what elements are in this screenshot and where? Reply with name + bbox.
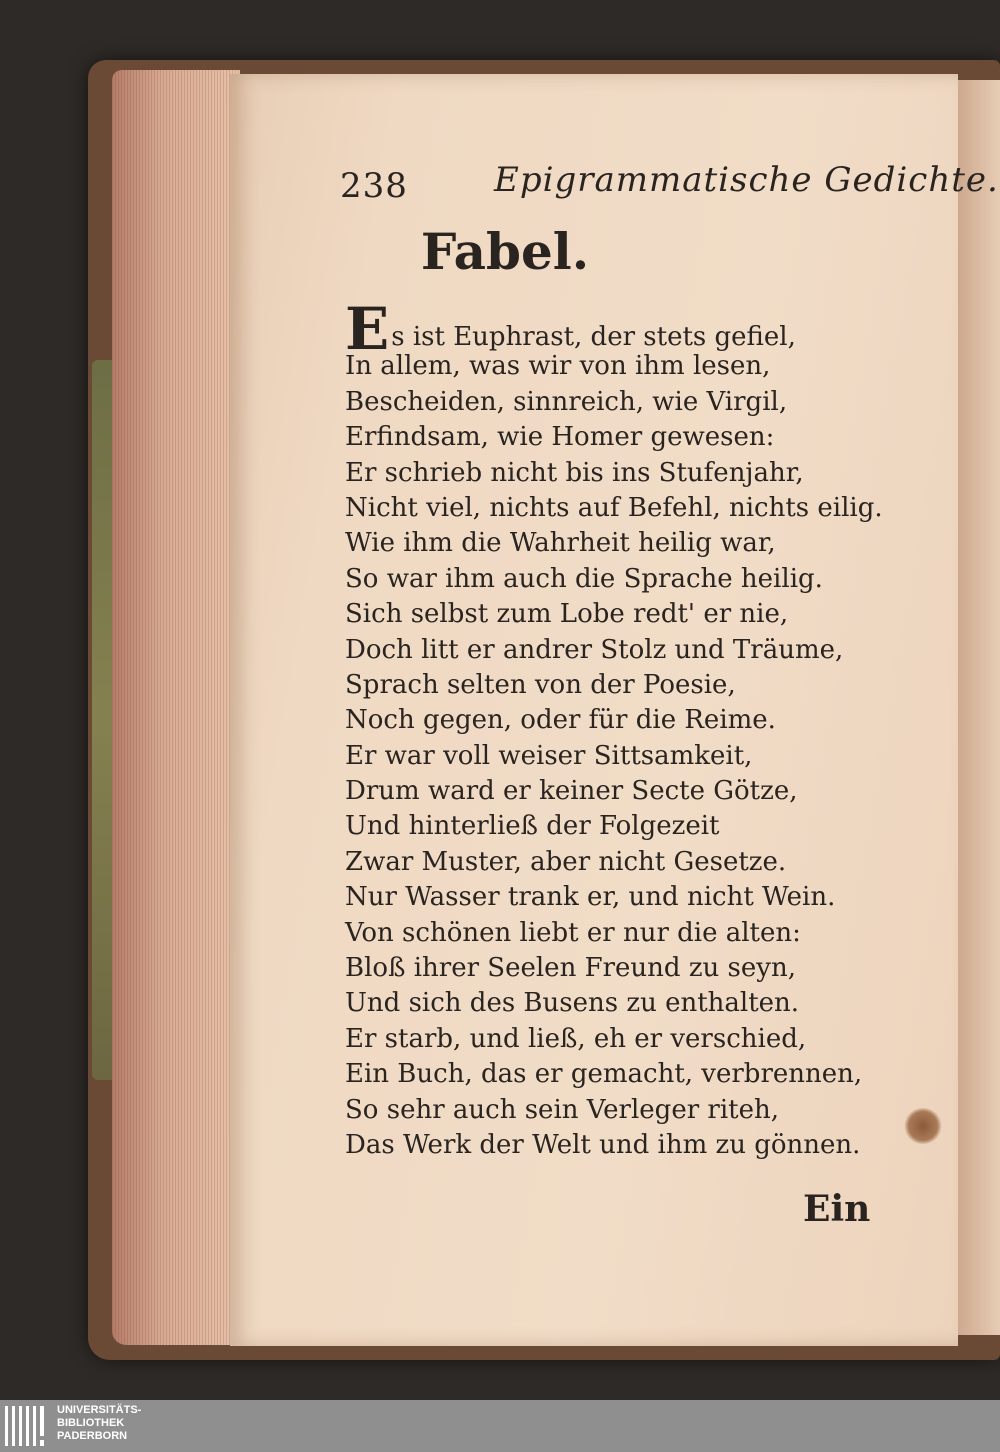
poem-title: Fabel.	[420, 222, 590, 281]
poem-line: Es ist Euphrast, der stets gefiel,	[345, 295, 796, 363]
poem-line: Und sich des Busens zu enthalten.	[345, 988, 800, 1019]
poem-line: Er starb, und ließ, eh er verschied,	[345, 1023, 807, 1054]
poem-line: Das Werk der Welt und ihm zu gönnen.	[345, 1129, 861, 1160]
drop-cap: E	[345, 295, 390, 363]
poem-line: Wie ihm die Wahrheit heilig war,	[345, 528, 776, 559]
poem-line: Von schönen liebt er nur die alten:	[345, 917, 801, 948]
poem-line: Nur Wasser trank er, und nicht Wein.	[345, 882, 836, 913]
poem-line: So war ihm auch die Sprache heilig.	[345, 563, 823, 594]
library-logo-text: UNIVERSITÄTS- BIBLIOTHEK PADERBORN	[57, 1404, 142, 1442]
page-number: 238	[340, 166, 408, 206]
library-logo-icon	[4, 1404, 48, 1448]
poem-line: Zwar Muster, aber nicht Gesetze.	[345, 846, 787, 877]
poem-line: Bescheiden, sinnreich, wie Virgil,	[345, 386, 788, 417]
poem-line: Bloß ihrer Seelen Freund zu seyn,	[345, 953, 796, 984]
poem-line: Doch litt er andrer Stolz und Träume,	[345, 634, 844, 665]
poem-line: In allem, was wir von ihm lesen,	[345, 351, 771, 382]
poem-line: Ein Buch, das er gemacht, verbrennen,	[345, 1059, 863, 1090]
library-footer-bar	[0, 1400, 1000, 1452]
running-header: Epigrammatische Gedichte.	[494, 160, 999, 200]
ink-stain	[904, 1108, 942, 1144]
poem-line: Noch gegen, oder für die Reime.	[345, 705, 776, 736]
poem-line: Und hinterließ der Folgezeit	[345, 811, 720, 842]
poem-line: Drum ward er keiner Secte Götze,	[345, 776, 798, 807]
poem-line: Erfindsam, wie Homer gewesen:	[345, 422, 775, 453]
poem-line: Er schrieb nicht bis ins Stufenjahr,	[345, 457, 804, 488]
poem-body	[345, 295, 883, 1163]
poem-line: Sich selbst zum Lobe redt' er nie,	[345, 599, 789, 630]
poem-line: Er war voll weiser Sittsamkeit,	[345, 740, 753, 771]
poem-line: Sprach selten von der Poesie,	[345, 669, 736, 700]
catchword: Ein	[803, 1188, 871, 1230]
poem-line: Nicht viel, nichts auf Befehl, nichts eilig.	[345, 492, 883, 523]
poem-line: So sehr auch sein Verleger riteh,	[345, 1094, 779, 1125]
